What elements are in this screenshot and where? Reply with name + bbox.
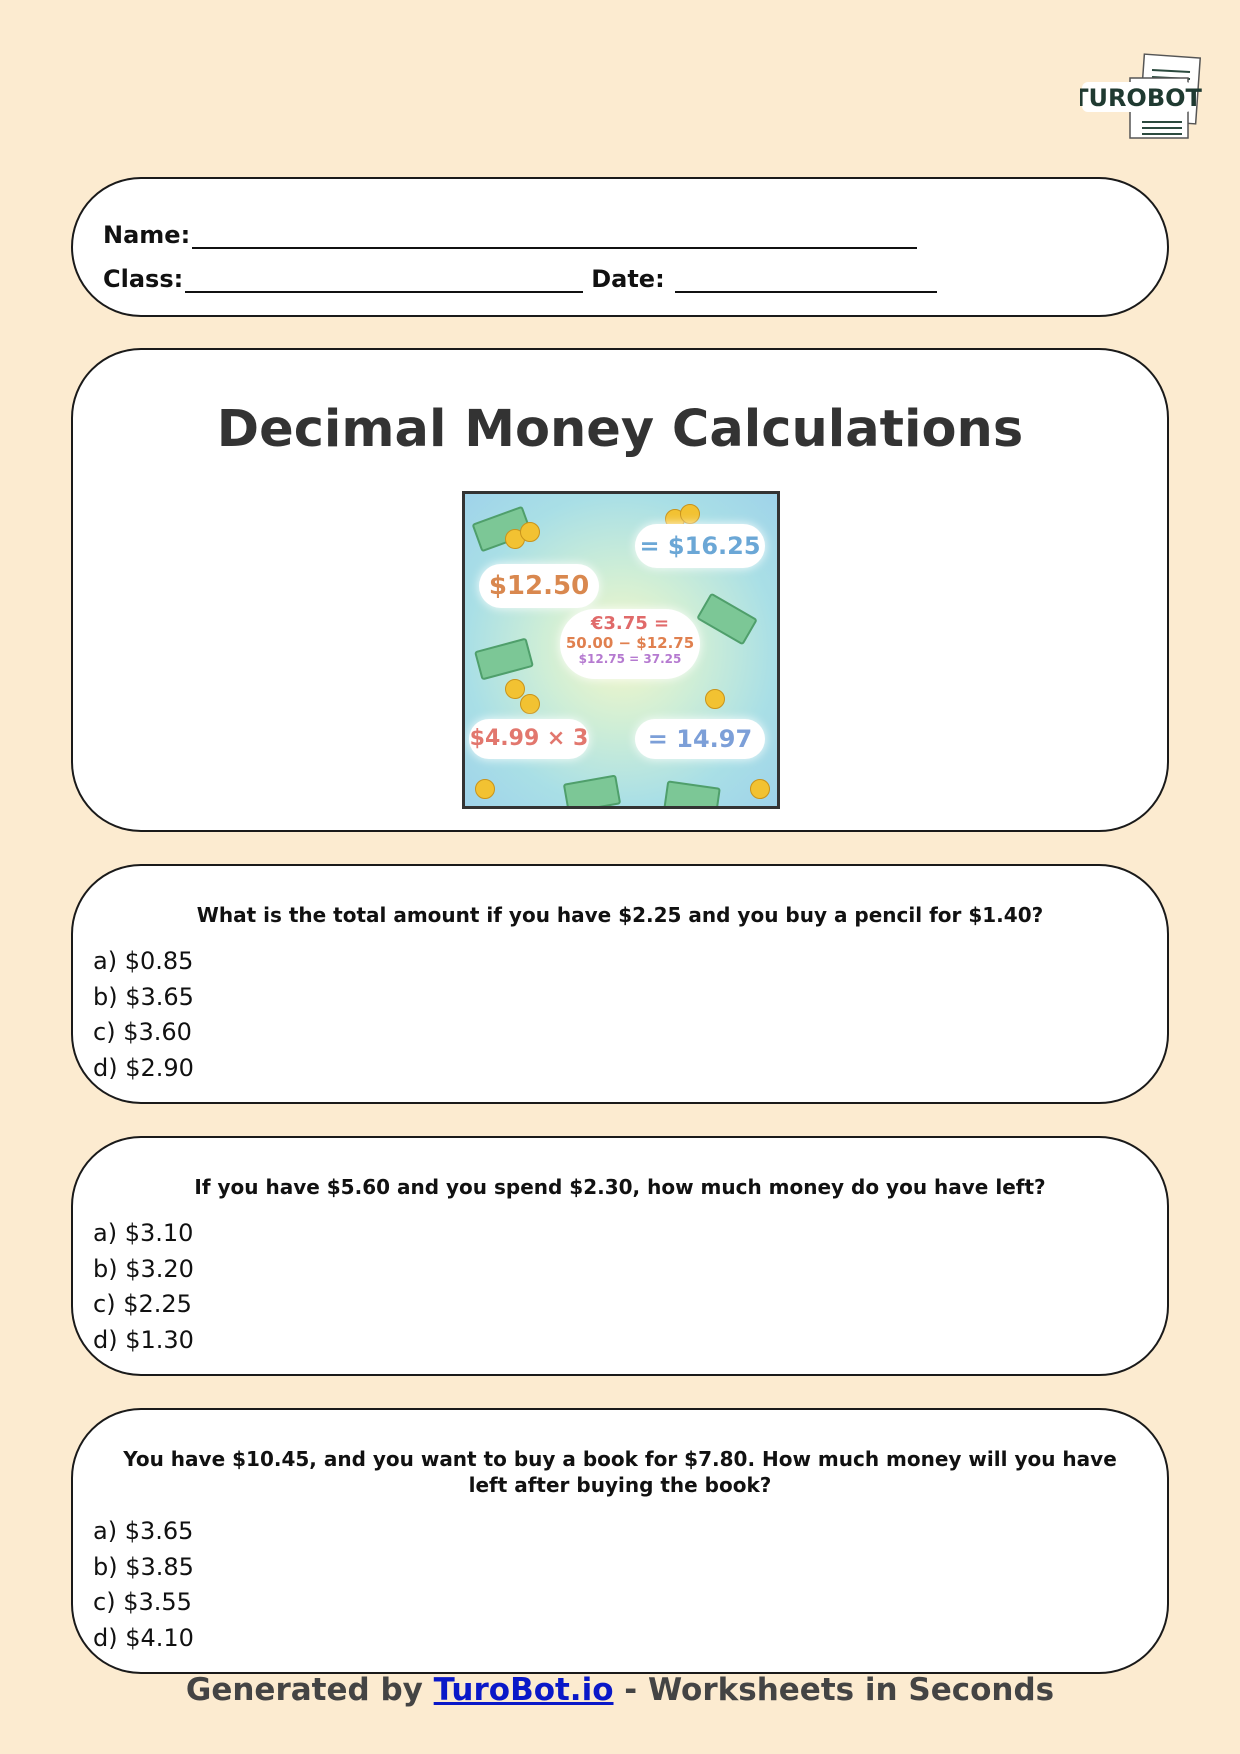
logo-icon — [1080, 52, 1206, 144]
option-b[interactable]: b) $3.20 — [93, 1254, 194, 1283]
money-illustration — [462, 491, 780, 809]
cloud-label: = 14.97 — [635, 719, 765, 759]
option-c[interactable]: c) $3.60 — [93, 1018, 192, 1046]
footer-prefix: Generated by — [185, 1672, 434, 1708]
turobot-link[interactable]: TuroBot.io — [433, 1672, 614, 1708]
class-field[interactable] — [185, 267, 583, 293]
cloud-label: = $16.25 — [635, 524, 765, 568]
option-c[interactable]: c) $3.55 — [93, 1588, 192, 1616]
class-label: Class: — [103, 265, 184, 293]
question-card-2 — [71, 1136, 1169, 1376]
name-row — [103, 221, 917, 249]
option-d[interactable]: d) $4.10 — [93, 1623, 194, 1652]
question-card-3 — [71, 1408, 1169, 1674]
footer — [0, 1672, 1240, 1708]
name-label: Name: — [103, 221, 191, 249]
cloud-label: $12.50 — [479, 564, 599, 608]
answer-options — [93, 1216, 194, 1358]
dollar-bill-icon — [563, 775, 621, 809]
option-c[interactable]: c) $2.25 — [93, 1290, 192, 1318]
option-b[interactable]: b) $3.85 — [93, 1552, 194, 1581]
coin-icon — [475, 779, 495, 799]
coin-icon — [520, 522, 540, 542]
option-a[interactable]: a) $3.65 — [93, 1517, 194, 1545]
worksheet-title: Decimal Money Calculations — [216, 400, 1024, 459]
coin-icon — [520, 694, 540, 714]
question-card-1 — [71, 864, 1169, 1104]
coin-icon — [750, 779, 770, 799]
question-text: What is the total amount if you have $2.25 and you buy a pencil for $1.40? — [196, 903, 1044, 927]
dollar-bill-icon — [663, 780, 721, 809]
svg-text:TUROBOT: TUROBOT — [1080, 84, 1202, 112]
question-text: If you have $5.60 and you spend $2.30, how much money do you have left? — [194, 1175, 1046, 1199]
question-text: You have $10.45, and you want to buy a book for $7.80. How much money will you have left after buying the book? — [123, 1447, 1117, 1497]
option-b[interactable]: b) $3.65 — [93, 982, 194, 1011]
dollar-bill-icon — [696, 593, 758, 646]
coin-icon — [680, 504, 700, 524]
answer-options — [93, 1514, 194, 1656]
option-d[interactable]: d) $1.30 — [93, 1325, 194, 1354]
coin-icon — [705, 689, 725, 709]
date-field[interactable] — [675, 267, 937, 293]
footer-suffix: - Worksheets in Seconds — [613, 1672, 1055, 1708]
class-date-row — [103, 265, 937, 293]
title-card — [71, 348, 1169, 832]
name-field[interactable] — [192, 223, 917, 249]
cloud-label: $4.99 × 3 — [469, 719, 589, 759]
option-a[interactable]: a) $3.10 — [93, 1219, 194, 1247]
option-d[interactable]: d) $2.90 — [93, 1053, 194, 1082]
student-info-card — [71, 177, 1169, 317]
option-a[interactable]: a) $0.85 — [93, 947, 194, 975]
date-label: Date: — [591, 265, 665, 293]
answer-options — [93, 944, 194, 1086]
dollar-bill-icon — [474, 638, 534, 681]
cloud-equation: €3.75 = 50.00 − $12.75 $12.75 = 37.25 — [560, 609, 700, 679]
turobot-logo — [1080, 52, 1206, 144]
